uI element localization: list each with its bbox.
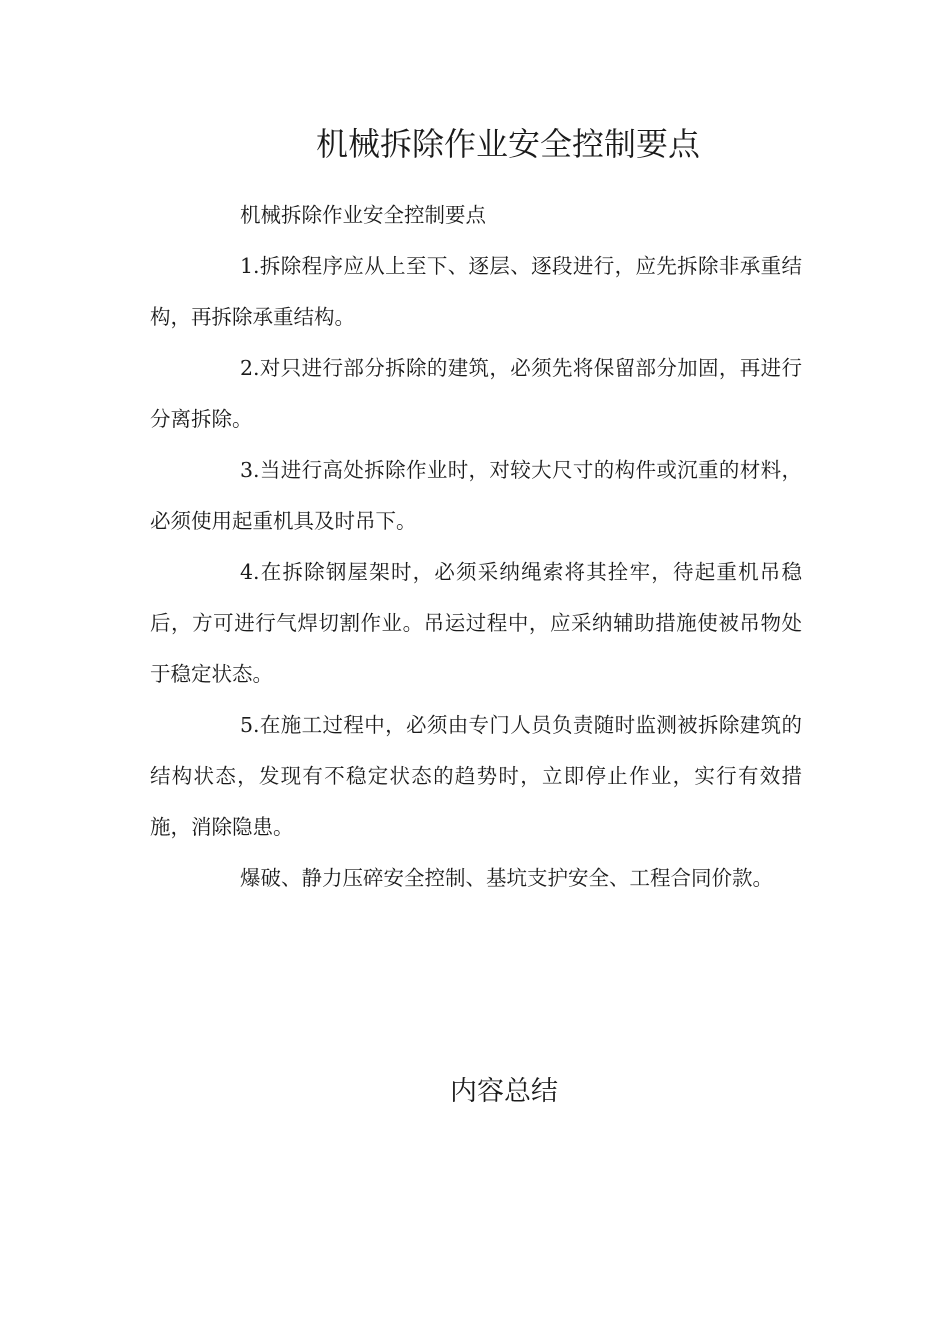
paragraph-item-4: 4.在拆除钢屋架时，必须采纳绳索将其拴牢，待起重机吊稳后，方可进行气焊切割作业。吊运过程中，应采纳辅助措施使被吊物处于稳定状态。 [150, 560, 802, 686]
summary-heading: 内容总结 [450, 1076, 558, 1107]
paragraph-item-5: 5.在施工过程中，必须由专门人员负责随时监测被拆除建筑的结构状态，发现有不稳定状态的趋势时，立即停止作业，实行有效措施，消除隐患。 [150, 713, 802, 839]
paragraph-item-1: 1.拆除程序应从上至下、逐层、逐段进行，应先拆除非承重结构，再拆除承重结构。 [150, 254, 802, 329]
paragraph-subtitle: 机械拆除作业安全控制要点 [240, 203, 486, 227]
paragraph-closing: 爆破、静力压碎安全控制、基坑支护安全、工程合同价款。 [240, 866, 773, 890]
document-title: 机械拆除作业安全控制要点 [315, 125, 700, 163]
document-body [150, 190, 802, 904]
paragraph-item-3: 3.当进行高处拆除作业时，对较大尺寸的构件或沉重的材料，必须使用起重机具及时吊下。 [150, 458, 802, 533]
paragraph-item-2: 2.对只进行部分拆除的建筑，必须先将保留部分加固，再进行分离拆除。 [150, 356, 802, 431]
